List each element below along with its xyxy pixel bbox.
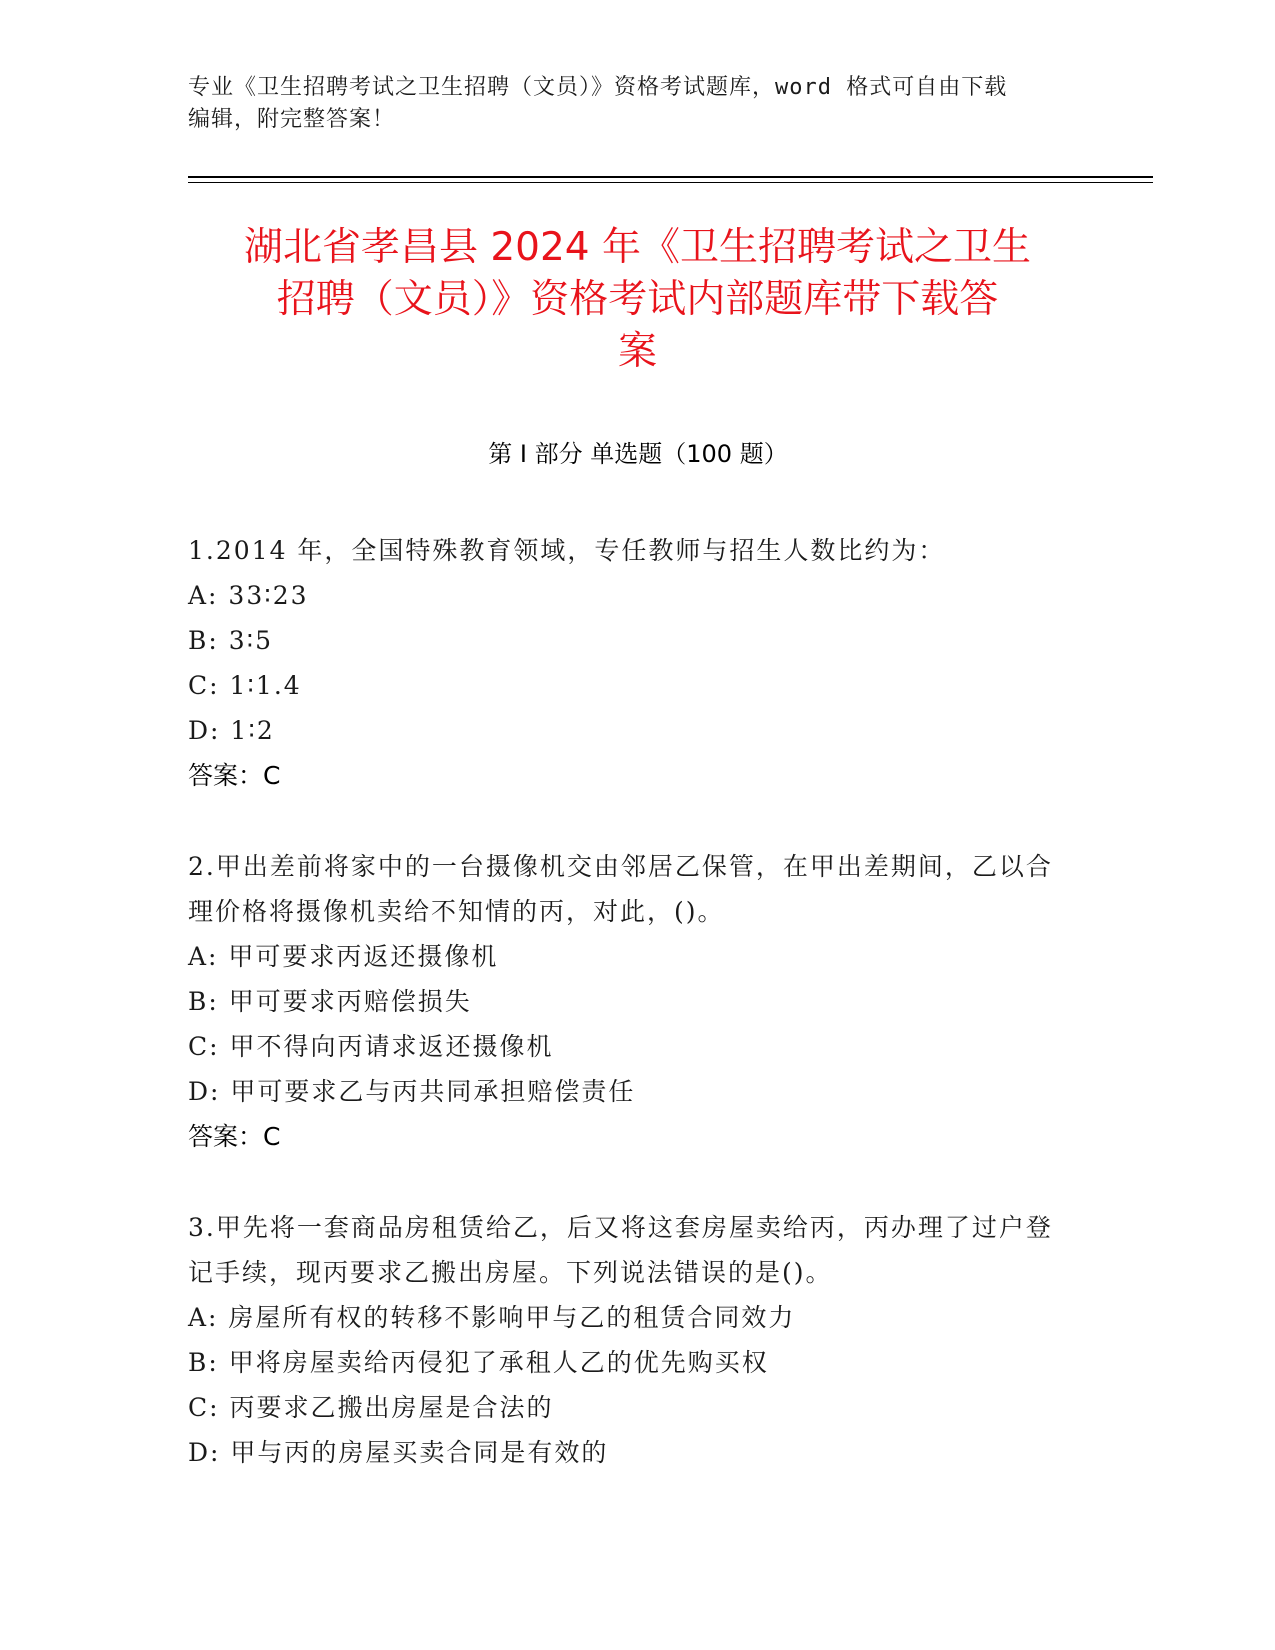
question-stem: 2.甲出差前将家中的一台摄像机交由邻居乙保管，在甲出差期间，乙以合理价格将摄像机卖给不知情的丙，对此，()。 (188, 852, 1053, 926)
answer-line: 答案：C (188, 761, 281, 790)
title-line-2: 招聘（文员）》资格考试内部题库带下载答 (276, 277, 999, 322)
question-list (188, 528, 1068, 1521)
option-a: A: 甲可要求丙返还摄像机 (188, 942, 499, 971)
document-title (170, 222, 1105, 378)
option-c: C: 丙要求乙搬出房屋是合法的 (188, 1393, 554, 1422)
option-a: A: 房屋所有权的转移不影响甲与乙的租赁合同效力 (188, 1303, 796, 1332)
question-stem: 1.2014 年，全国特殊教育领域，专任教师与招生人数比约为： (188, 536, 946, 565)
option-d: D: 甲与丙的房屋买卖合同是有效的 (188, 1438, 609, 1467)
option-b: B: 3∶5 (188, 626, 274, 655)
option-d: D: 甲可要求乙与丙共同承担赔偿责任 (188, 1077, 636, 1106)
question-3 (188, 1205, 1068, 1475)
option-a: A: 33∶23 (188, 581, 309, 610)
option-b: B: 甲将房屋卖给丙侵犯了承租人乙的优先购买权 (188, 1348, 769, 1377)
header-note (188, 72, 1068, 136)
title-line-3: 案 (617, 329, 657, 374)
option-c: C: 甲不得向丙请求返还摄像机 (188, 1032, 554, 1061)
option-c: C: 1∶1.4 (188, 671, 302, 700)
header-divider-thick (188, 176, 1153, 178)
option-d: D: 1∶2 (188, 716, 275, 745)
title-line-1: 湖北省孝昌县 2024 年《卫生招聘考试之卫生 (243, 225, 1032, 270)
question-2 (188, 844, 1068, 1159)
header-divider-thin (188, 182, 1153, 183)
header-note-line-2: 编辑，附完整答案！ (188, 107, 396, 132)
answer-line: 答案：C (188, 1122, 281, 1151)
question-1 (188, 528, 1068, 798)
header-note-line-1: 专业《卫生招聘考试之卫生招聘（文员）》资格考试题库，word 格式可自由下载 (188, 75, 1008, 100)
section-heading: 第 I 部分 单选题（100 题） (488, 440, 788, 468)
question-stem: 3.甲先将一套商品房租赁给乙，后又将这套房屋卖给丙，丙办理了过户登记手续，现丙要求乙搬出房屋。下列说法错误的是()。 (188, 1213, 1053, 1287)
option-b: B: 甲可要求丙赔偿损失 (188, 987, 472, 1016)
